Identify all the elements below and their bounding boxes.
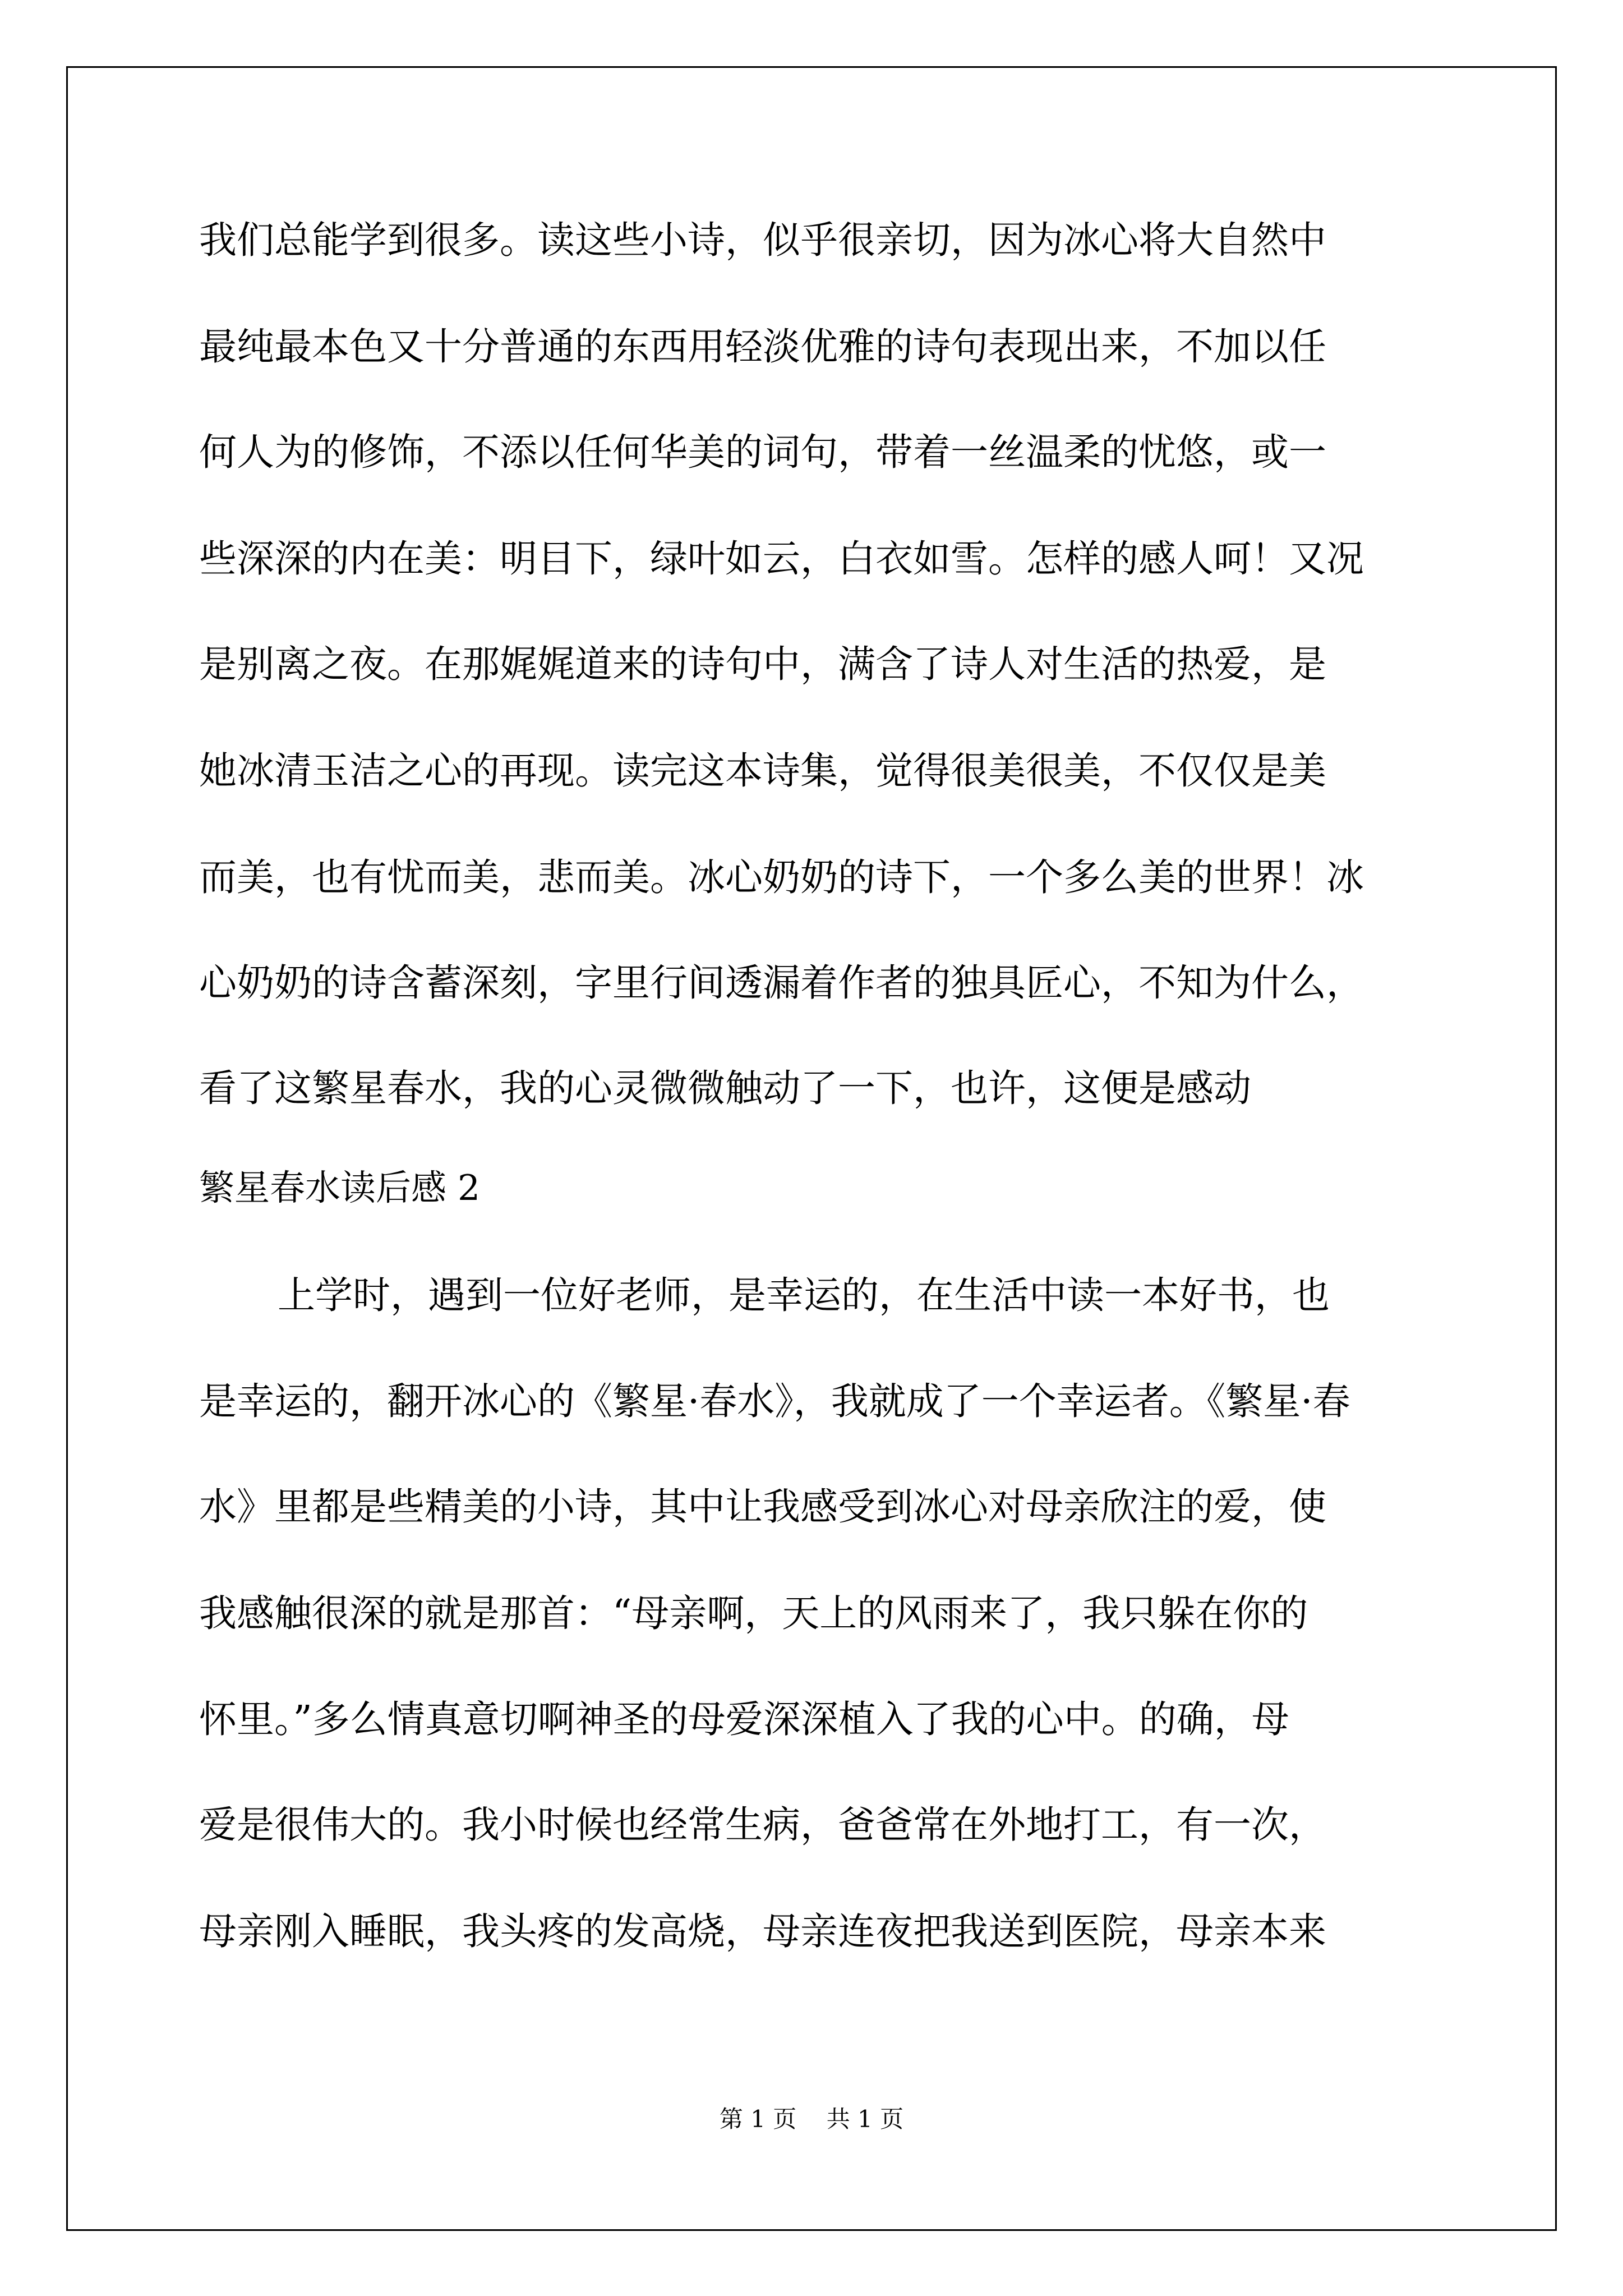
- paragraph-1-line: 最纯最本色又十分普通的东西用轻淡优雅的诗句表现出来，不加以任: [199, 325, 1326, 369]
- paragraph-1-line: 她冰清玉洁之心的再现。读完这本诗集，觉得很美很美，不仅仅是美: [199, 749, 1326, 793]
- paragraph-2-line: 水》里都是些精美的小诗，其中让我感受到冰心对母亲欣注的爱，使: [199, 1485, 1326, 1529]
- section-heading: 繁星春水读后感 2: [199, 1167, 481, 1208]
- paragraph-1-line: 心奶奶的诗含蓄深刻，字里行间透漏着作者的独具匠心，不知为什么，: [199, 961, 1364, 1005]
- paragraph-1-line: 是别离之夜。在那娓娓道来的诗句中，满含了诗人对生活的热爱，是: [199, 642, 1326, 686]
- paragraph-1-line: 我们总能学到很多。读这些小诗，似乎很亲切，因为冰心将大自然中: [199, 218, 1326, 262]
- paragraph-1-line: 看了这繁星春水，我的心灵微微触动了一下，也许，这便是感动: [199, 1066, 1251, 1110]
- paragraph-1-line: 而美，也有忧而美，悲而美。冰心奶奶的诗下，一个多么美的世界！冰: [199, 855, 1364, 899]
- paragraph-1-line: 何人为的修饰，不添以任何华美的词句，带着一丝温柔的忧悠，或一: [199, 430, 1326, 474]
- page-border: [66, 66, 1557, 2231]
- paragraph-2-line: 怀里。”多么情真意切啊神圣的母爱深深植入了我的心中。的确，母: [199, 1697, 1289, 1741]
- paragraph-2-line: 我感触很深的就是那首：“母亲啊，天上的风雨来了，我只躲在你的: [199, 1591, 1308, 1635]
- page-number-footer: 第 1 页 共 1 页: [719, 2105, 904, 2133]
- paragraph-2-line: 母亲刚入睡眠，我头疼的发高烧，母亲连夜把我送到医院，母亲本来: [199, 1910, 1326, 1953]
- paragraph-2-line: 上学时，遇到一位好老师，是幸运的，在生活中读一本好书，也: [278, 1273, 1330, 1317]
- paragraph-1-line: 些深深的内在美：明目下，绿叶如云，白衣如雪。怎样的感人呵！又况: [199, 537, 1364, 581]
- paragraph-2-line: 是幸运的，翻开冰心的《繁星·春水》，我就成了一个幸运者。《繁星·春: [199, 1379, 1350, 1423]
- paragraph-2-line: 爱是很伟大的。我小时候也经常生病，爸爸常在外地打工，有一次，: [199, 1803, 1326, 1847]
